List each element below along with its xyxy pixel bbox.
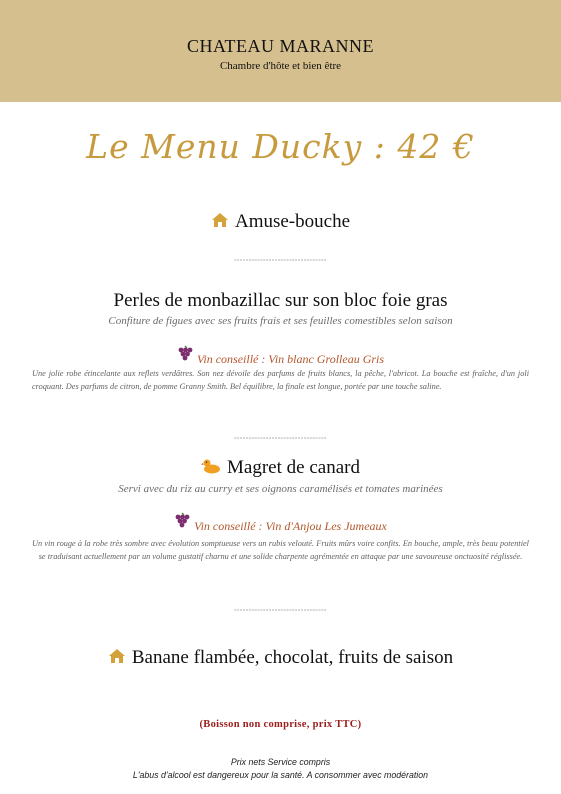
menu-title: Le Menu Ducky : 42 € xyxy=(86,127,475,166)
wine-label: Vin conseillé : Vin blanc Grolleau Gris xyxy=(196,352,385,366)
separator: °°°°°°°°°°°°°°°°°°°°°°°°°°°°°°°° xyxy=(234,259,327,265)
course-title: Amuse-bouche xyxy=(234,211,351,232)
course-description: Servi avec du riz au curry et ses oignons caramélisés et tomates marinées xyxy=(118,483,443,495)
course-title: Banane flambée, chocolat, fruits de saison xyxy=(131,647,454,668)
prices-note: Prix nets Service compris xyxy=(230,757,331,767)
drinks-note: (Boisson non comprise, prix TTC) xyxy=(199,719,362,730)
wine-recommendation xyxy=(0,345,561,367)
course-title: Magret de canard xyxy=(227,457,360,478)
alcohol-warning: L'abus d'alcool est dangereux pour la santé. A consommer avec modération xyxy=(132,770,429,780)
establishment-subtitle: Chambre d'hôte et bien être xyxy=(219,60,342,72)
establishment-name: CHATEAU MARANNE xyxy=(187,36,374,56)
house-icon xyxy=(108,648,126,670)
course-magret xyxy=(0,457,561,480)
duck-icon xyxy=(201,458,221,480)
wine-label: Vin conseillé : Vin d'Anjou Les Jumeaux xyxy=(194,519,387,533)
course-amuse-bouche xyxy=(0,211,561,234)
course-description: Confiture de figues avec ses fruits frais et ses feuilles comestibles selon saison xyxy=(108,315,453,327)
grapes-icon xyxy=(177,345,193,367)
house-icon xyxy=(211,212,229,234)
wine-tasting-notes: Une jolie robe étincelante aux reflets verdâtres. Son nez dévoile des parfums de fruits blancs, la pêche, l'abricot. La bouche est fraîche, d'un joli croquant. Des parfums de citron, de pomme Granny Smith. Bel équilibre, la finale est longue, portée par une touche saline. xyxy=(32,369,529,391)
grapes-icon xyxy=(174,512,190,534)
wine-recommendation xyxy=(0,512,561,534)
header-band xyxy=(0,0,561,102)
course-title: Perles de monbazillac sur son bloc foie gras xyxy=(113,290,448,311)
wine-tasting-notes: Un vin rouge à la robe très sombre avec évolution somptueuse vers un rubis velouté. Fruits mûrs voire confits. En bouche, ample, très beau potentiel se traduisant actuellement par un volume gustatif charnu et une solide charpente agrémentée en attaque par une savoureuse onctuosité réglissée. xyxy=(32,539,529,561)
separator: °°°°°°°°°°°°°°°°°°°°°°°°°°°°°°°° xyxy=(234,437,327,443)
course-dessert xyxy=(0,647,561,670)
separator: °°°°°°°°°°°°°°°°°°°°°°°°°°°°°°°° xyxy=(234,609,327,615)
